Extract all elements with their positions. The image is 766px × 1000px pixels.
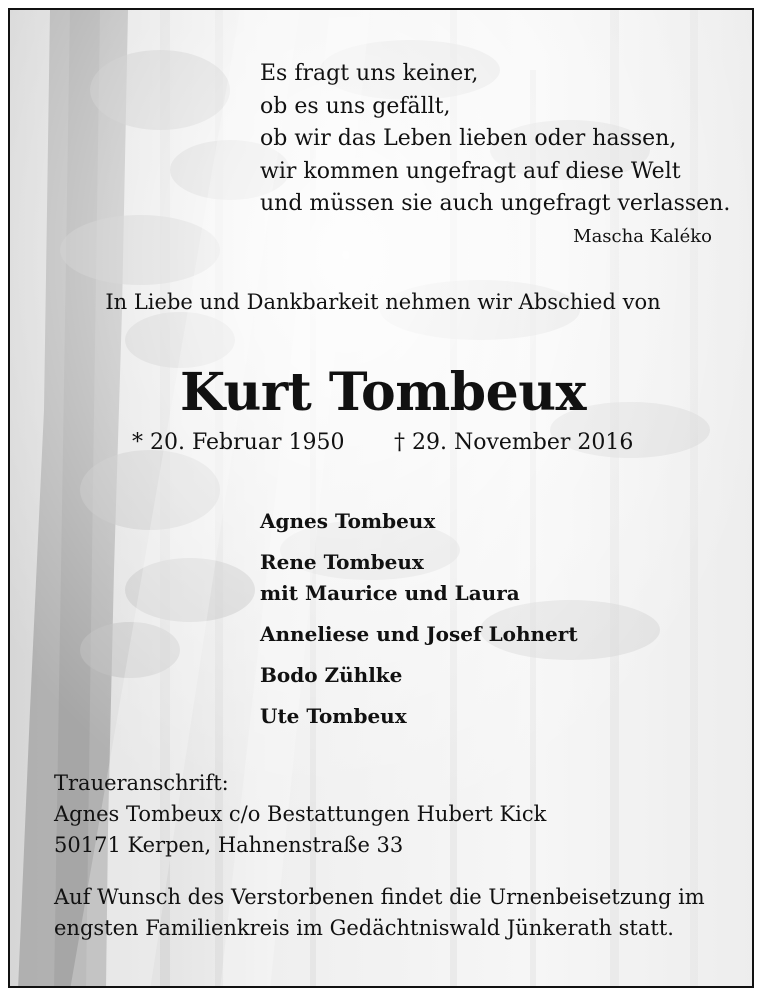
poem-line: und müssen sie auch ungefragt verlassen.: [260, 191, 731, 216]
poem-line: Es fragt uns keiner,: [260, 61, 479, 86]
family-member: mit Maurice und Laura: [260, 581, 520, 605]
poem-author: Mascha Kaléko: [573, 226, 712, 247]
intro-text: In Liebe und Dankbarkeit nehmen wir Abschied von: [105, 290, 661, 314]
note-line: Auf Wunsch des Verstorbenen findet die Urnenbeisetzung im: [54, 885, 705, 909]
mourning-address: [54, 768, 546, 861]
burial-note: [54, 882, 705, 944]
birth-date: * 20. Februar 1950: [132, 430, 345, 455]
family-member: Bodo Zühlke: [260, 663, 403, 687]
poem-line: ob wir das Leben lieben oder hassen,: [260, 126, 677, 151]
address-line: Agnes Tombeux c/o Bestattungen Hubert Kick: [54, 802, 547, 826]
poem: [260, 58, 730, 221]
poem-line: wir kommen ungefragt auf diese Welt: [260, 158, 681, 184]
address-label: Traueranschrift:: [54, 771, 229, 795]
family-member: Rene Tombeux: [260, 550, 424, 574]
family-member: Anneliese und Josef Lohnert: [260, 622, 578, 646]
obituary-frame: [8, 8, 754, 988]
note-line: engsten Familienkreis im Gedächtniswald Jünkerath statt.: [54, 916, 674, 940]
deceased-name: Kurt Tombeux: [179, 362, 587, 423]
family-member: Agnes Tombeux: [260, 509, 436, 533]
poem-line: ob es uns gefällt,: [260, 93, 451, 119]
family-member: Ute Tombeux: [260, 704, 407, 728]
death-date: † 29. November 2016: [394, 430, 634, 455]
address-line: 50171 Kerpen, Hahnenstraße 33: [54, 833, 404, 857]
